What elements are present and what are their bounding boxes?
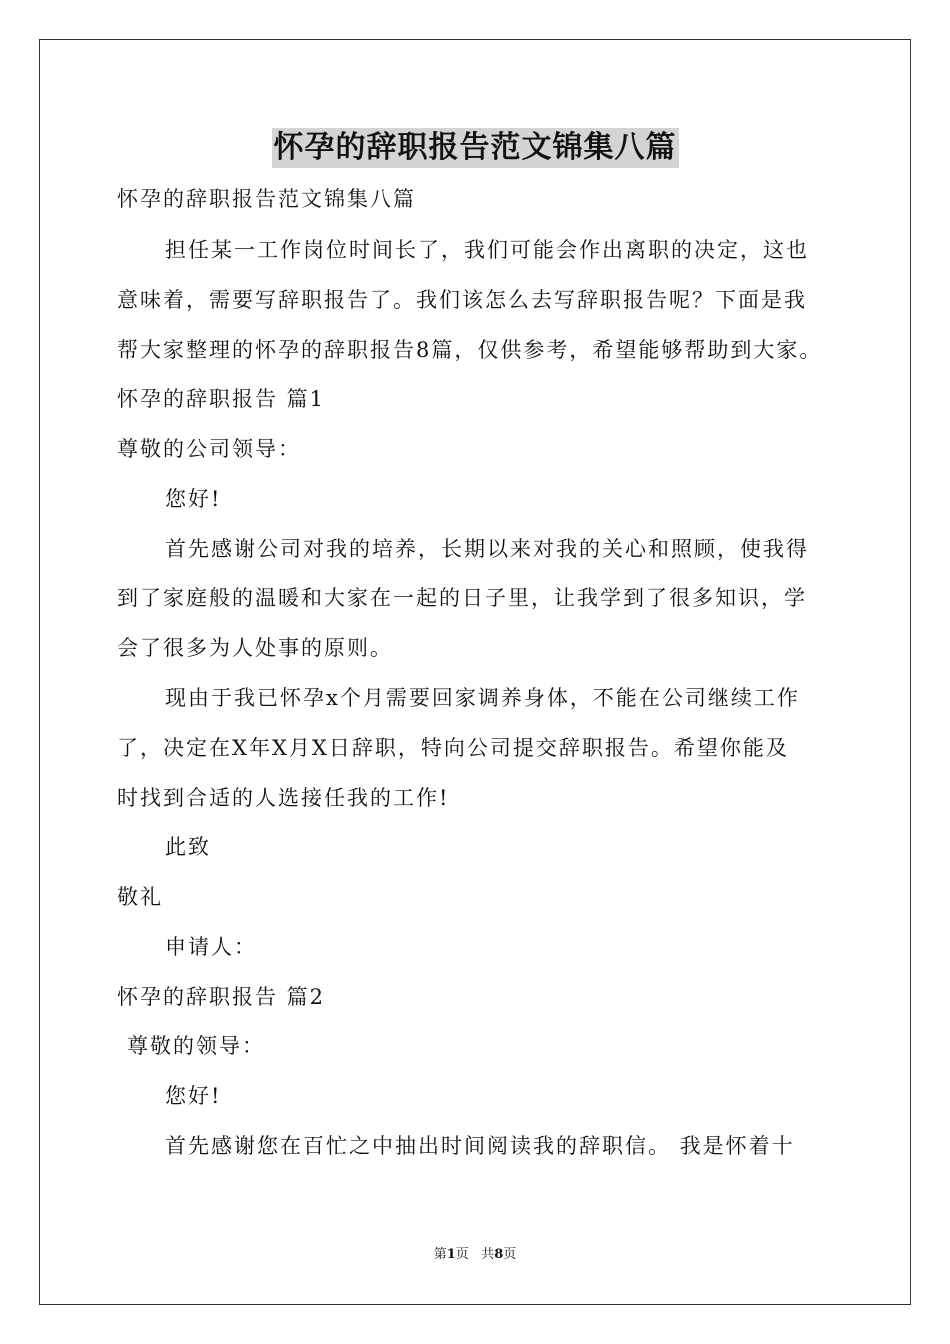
salutation-line: 尊敬的公司领导： (117, 437, 301, 461)
footer-page-number: 1 (446, 1247, 456, 1262)
paragraph-line: 了，决定在X年X月X日辞职，特向公司提交辞职报告。希望你能及 (117, 736, 789, 760)
paragraph-line: 帮大家整理的怀孕的辞职报告8篇，仅供参考，希望能够帮助到大家。 (117, 338, 823, 362)
regards-line: 敬礼 (117, 885, 163, 909)
page-border (39, 39, 911, 1305)
applicant-line: 申请人： (165, 935, 257, 959)
section-heading-1: 怀孕的辞职报告 篇1 (117, 387, 326, 411)
title-wrap (0, 128, 950, 168)
footer-middle: 页 共 (455, 1247, 495, 1262)
page-footer (0, 1246, 950, 1264)
paragraph-line: 首先感谢公司对我的培养，长期以来对我的关心和照顾，使我得 (165, 537, 809, 561)
paragraph-line: 到了家庭般的温暖和大家在一起的日子里，让我学到了很多知识，学 (117, 586, 807, 610)
closing-line: 此致 (165, 835, 211, 859)
greeting-line: 您好! (165, 1084, 222, 1108)
footer-total-pages: 8 (494, 1247, 504, 1262)
paragraph-line: 首先感谢您在百忙之中抽出时间阅读我的辞职信。 我是怀着十 (165, 1134, 795, 1158)
paragraph-line: 担任某一工作岗位时间长了，我们可能会作出离职的决定，这也 (165, 238, 809, 262)
greeting-line: 您好! (165, 487, 222, 511)
section-heading-2: 怀孕的辞职报告 篇2 (117, 985, 326, 1009)
document-title: 怀孕的辞职报告范文锦集八篇 (272, 128, 679, 168)
paragraph-line: 会了很多为人处事的原则。 (117, 636, 393, 660)
footer-suffix: 页 (503, 1247, 517, 1262)
salutation-line: 尊敬的领导： (127, 1034, 265, 1058)
subtitle-line: 怀孕的辞职报告范文锦集八篇 (117, 187, 416, 211)
paragraph-line: 时找到合适的人选接任我的工作! (117, 786, 450, 810)
paragraph-line: 现由于我已怀孕x个月需要回家调养身体，不能在公司继续工作 (165, 686, 800, 710)
footer-prefix: 第 (433, 1247, 447, 1262)
paragraph-line: 意味着，需要写辞职报告了。我们该怎么去写辞职报告呢？下面是我 (117, 288, 807, 312)
